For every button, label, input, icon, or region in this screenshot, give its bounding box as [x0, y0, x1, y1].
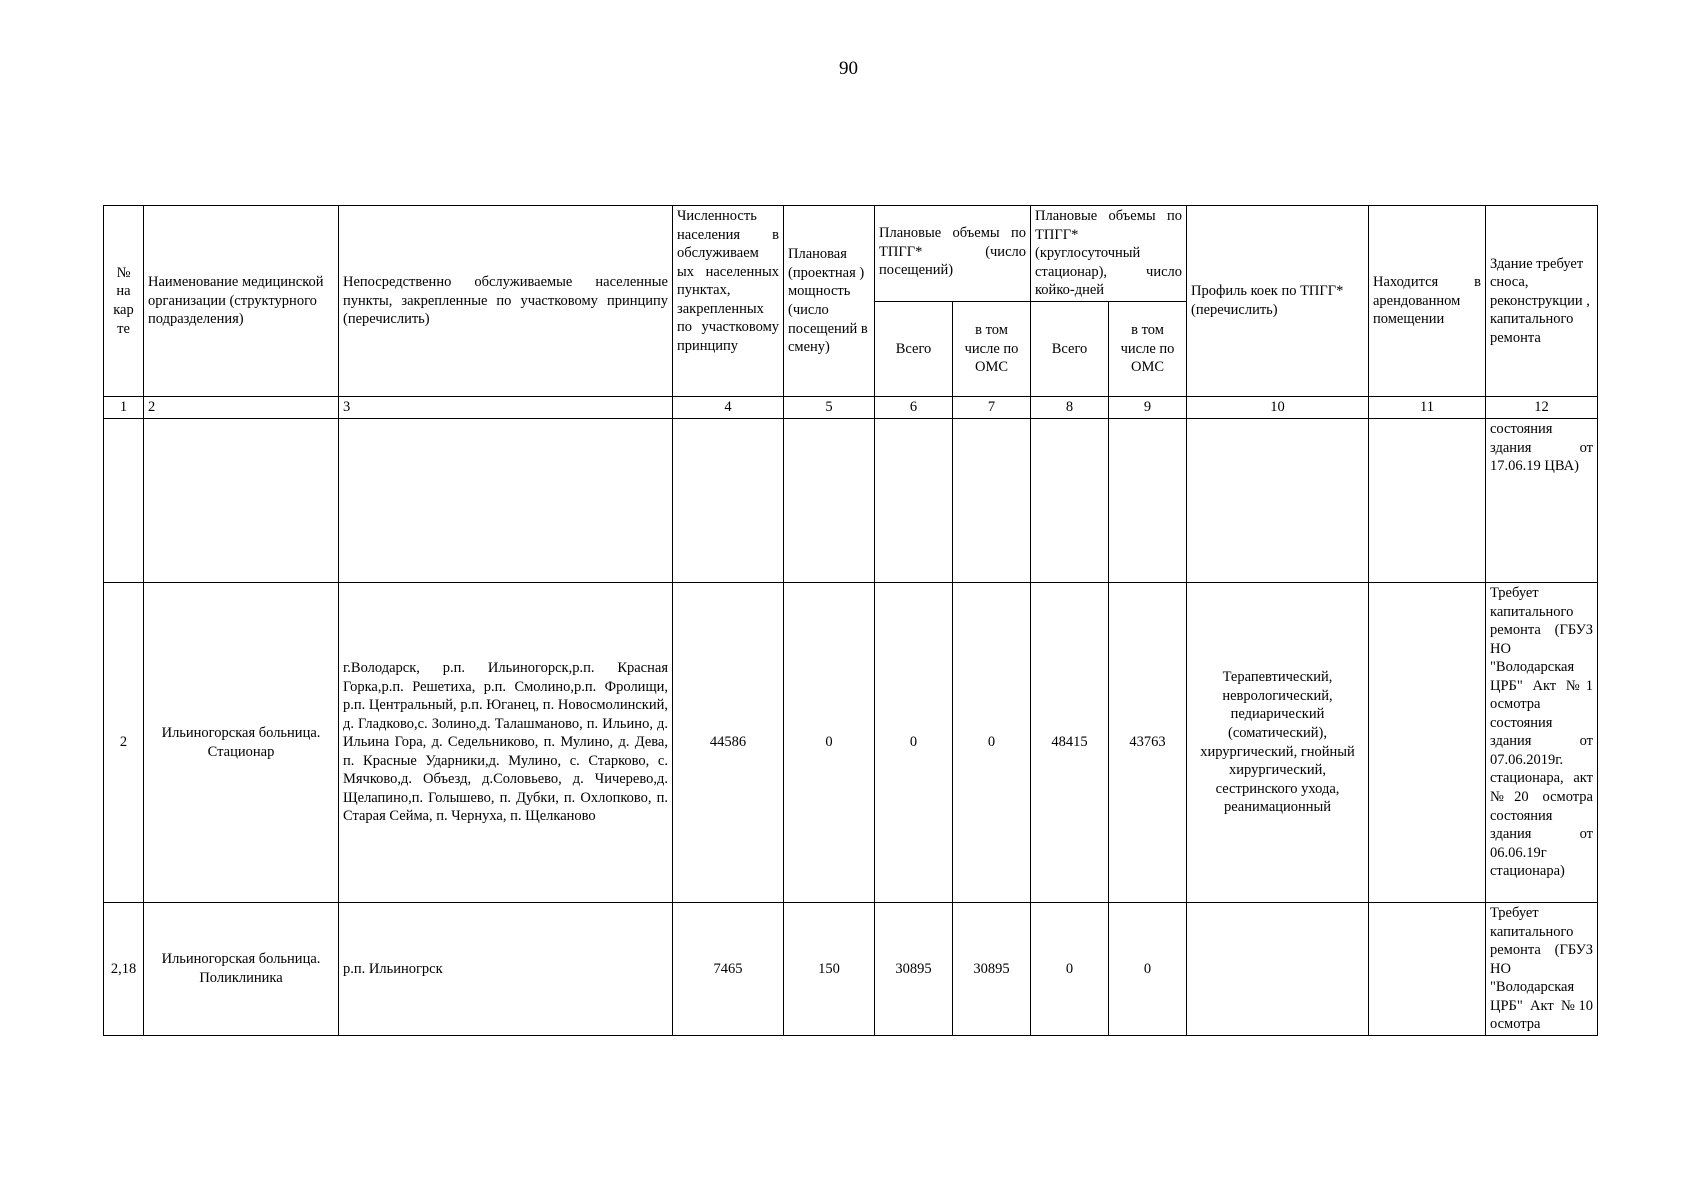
- header-bed-days-oms: в том числе по ОМС: [1109, 302, 1187, 397]
- cell-organization: Ильиногорская больница. Поликлиника: [144, 903, 339, 1036]
- column-number: 1: [104, 397, 144, 419]
- cell-rented: [1369, 419, 1486, 583]
- cell-visits-oms: [953, 419, 1031, 583]
- cell-capacity: 0: [784, 583, 875, 903]
- header-visits-oms: в том числе по ОМС: [953, 302, 1031, 397]
- header-planned-bed-days-group: Плановые объемы по ТПГГ* (круглосуточный стационар), число койко-дней: [1031, 206, 1187, 302]
- cell-building-repair: состояния здания от 17.06.19 ЦВА): [1486, 419, 1598, 583]
- column-number: 5: [784, 397, 875, 419]
- column-number: 3: [339, 397, 673, 419]
- cell-bed-days-oms: 0: [1109, 903, 1187, 1036]
- cell-bed-days-total: 48415: [1031, 583, 1109, 903]
- cell-capacity: [784, 419, 875, 583]
- cell-bed-profile: [1187, 903, 1369, 1036]
- header-organization-name: Наименование медицинской организации (структурного подразделения): [144, 206, 339, 397]
- header-population: Численность населения в обслуживаем ых населенных пунктах, закрепленных по участковому принципу: [673, 206, 784, 397]
- cell-bed-days-oms: [1109, 419, 1187, 583]
- column-number: 6: [875, 397, 953, 419]
- cell-visits-oms: 30895: [953, 903, 1031, 1036]
- cell-number: 2,18: [104, 903, 144, 1036]
- cell-settlements: г.Володарск, р.п. Ильиногорск,р.п. Красная Горка,р.п. Решетиха, р.п. Смолино,р.п. Фролищи, р.п. Центральный, р.п. Юганец, п. Новосмолинский, д. Гладково,с. Золино,д. Талашманово, п. Ильино, д. Ильина Гора, д. Седельниково, п. Мулино, д. Дева, п. Красные Ударники,д. Мулино, с. Старково, с. Мячково,д. Объезд, д.Соловьево, д. Чичерево,д. Щелапино,п. Голышево, п. Дубки, п. Охлопково, п. Старая Сейма, п. Чернуха, п. Щелканово: [339, 583, 673, 903]
- table-row: [104, 903, 1598, 1036]
- cell-bed-days-total: 0: [1031, 903, 1109, 1036]
- cell-number: [104, 419, 144, 583]
- cell-population: 44586: [673, 583, 784, 903]
- medical-organizations-table: [103, 205, 1598, 1036]
- cell-settlements: р.п. Ильиногрск: [339, 903, 673, 1036]
- column-number: 8: [1031, 397, 1109, 419]
- header-planned-visits-group: Плановые объемы по ТПГГ* (число посещений): [875, 206, 1031, 302]
- cell-number: 2: [104, 583, 144, 903]
- column-number: 4: [673, 397, 784, 419]
- table-row: [104, 419, 1598, 583]
- cell-organization: [144, 419, 339, 583]
- cell-visits-total: [875, 419, 953, 583]
- page-number: 90: [839, 58, 858, 79]
- cell-bed-days-total: [1031, 419, 1109, 583]
- column-number: 9: [1109, 397, 1187, 419]
- cell-rented: [1369, 583, 1486, 903]
- header-number-on-map: № на кар те: [104, 206, 144, 397]
- column-number: 7: [953, 397, 1031, 419]
- cell-population: [673, 419, 784, 583]
- cell-building-repair: Требует капитального ремонта (ГБУЗ НО "Володарская ЦРБ" Акт №1 осмотра состояния здания от 07.06.2019г. стационара, акт №20 осмотра состояния здания от 06.06.19г стационара): [1486, 583, 1598, 903]
- table-row: [104, 583, 1598, 903]
- header-bed-days-total: Всего: [1031, 302, 1109, 397]
- cell-visits-total: 30895: [875, 903, 953, 1036]
- cell-rented: [1369, 903, 1486, 1036]
- cell-bed-days-oms: 43763: [1109, 583, 1187, 903]
- column-number: 2: [144, 397, 339, 419]
- header-row: [104, 206, 1598, 302]
- header-rented-premises: Находится в арендованном помещении: [1369, 206, 1486, 397]
- cell-visits-total: 0: [875, 583, 953, 903]
- cell-visits-oms: 0: [953, 583, 1031, 903]
- cell-building-repair: Требует капитального ремонта (ГБУЗ НО "Володарская ЦРБ" Акт №10 осмотра: [1486, 903, 1598, 1036]
- cell-settlements: [339, 419, 673, 583]
- header-served-settlements: Непосредственно обслуживаемые населенные пункты, закрепленные по участковому принципу (перечислить): [339, 206, 673, 397]
- header-building-repair: Здание требует сноса, реконструкции , капитального ремонта: [1486, 206, 1598, 397]
- column-number: 12: [1486, 397, 1598, 419]
- header-planned-capacity: Плановая (проектная ) мощность (число посещений в смену): [784, 206, 875, 397]
- cell-population: 7465: [673, 903, 784, 1036]
- column-numbers-row: [104, 397, 1598, 419]
- header-visits-total: Всего: [875, 302, 953, 397]
- column-number: 10: [1187, 397, 1369, 419]
- column-number: 11: [1369, 397, 1486, 419]
- cell-bed-profile: Терапевтический, неврологический, педиарический (соматический), хирургический, гнойный хирургический, сестринского ухода, реанимационный: [1187, 583, 1369, 903]
- cell-capacity: 150: [784, 903, 875, 1036]
- header-bed-profile: Профиль коек по ТПГГ* (перечислить): [1187, 206, 1369, 397]
- cell-bed-profile: [1187, 419, 1369, 583]
- cell-organization: Ильиногорская больница. Стационар: [144, 583, 339, 903]
